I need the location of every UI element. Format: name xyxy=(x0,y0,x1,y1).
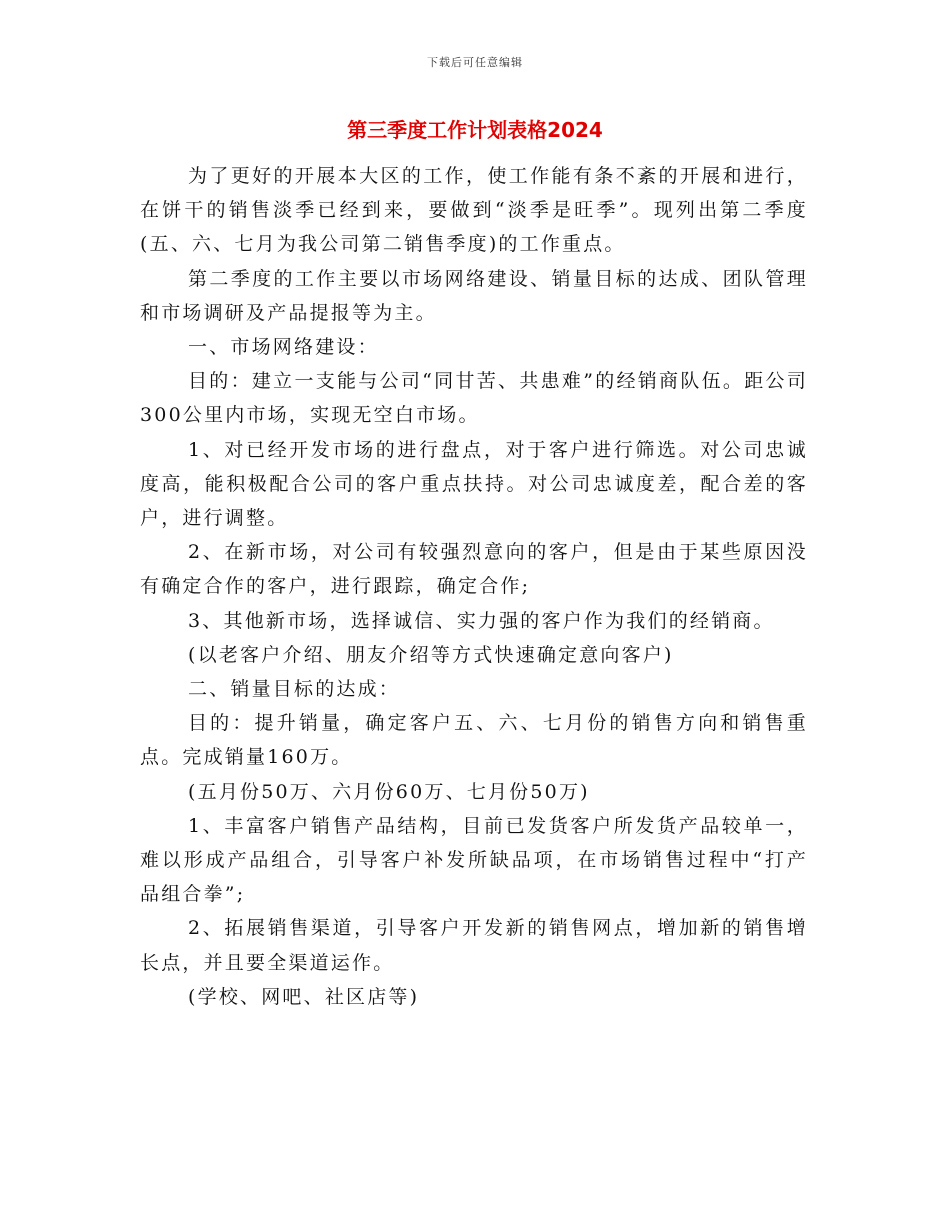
paragraph: 目的：建立一支能与公司“同甘苦、共患难”的经销商队伍。距公司300公里内市场，实现无空白市场。 xyxy=(140,370,808,427)
paragraph: 1、对已经开发市场的进行盘点，对于客户进行筛选。对公司忠诚度高，能积极配合公司的客户重点扶持。对公司忠诚度差，配合差的客户，进行调整。 xyxy=(140,438,808,530)
section-heading: 一、市场网络建设： xyxy=(188,336,379,359)
paragraph: 3、其他新市场，选择诚信、实力强的客户作为我们的经销商。 xyxy=(188,609,775,632)
paragraph: 为了更好的开展本大区的工作，使工作能有条不紊的开展和进行，在饼干的销售淡季已经到来，要做到“淡季是旺季”。现列出第二季度(五、六、七月为我公司第二销售季度)的工作重点。 xyxy=(140,165,808,256)
document-title: 第三季度工作计划表格2024 xyxy=(347,118,603,142)
paragraph: (五月份50万、六月份60万、七月份50万) xyxy=(188,780,590,803)
document-body xyxy=(140,159,808,1014)
paragraph: (以老客户介绍、朋友介绍等方式快速确定意向客户) xyxy=(188,643,674,666)
paragraph: 2、在新市场，对公司有较强烈意向的客户，但是由于某些原因没有确定合作的客户，进行跟踪，确定合作; xyxy=(140,541,808,598)
section-heading: 二、销量目标的达成： xyxy=(188,678,401,701)
paragraph: (学校、网吧、社区店等) xyxy=(188,985,420,1008)
header-note: 下载后可任意编辑 xyxy=(427,56,523,69)
paragraph: 2、拓展销售渠道，引导客户开发新的销售网点，增加新的销售增长点，并且要全渠道运作。 xyxy=(140,917,808,974)
paragraph: 1、丰富客户销售产品结构，目前已发货客户所发货产品较单一，难以形成产品组合，引导客户补发所缺品项，在市场销售过程中“打产品组合拳”; xyxy=(140,814,808,906)
paragraph: 第二季度的工作主要以市场网络建设、销量目标的达成、团队管理和市场调研及产品提报等为主。 xyxy=(140,267,808,324)
paragraph: 目的：提升销量，确定客户五、六、七月份的销售方向和销售重点。完成销量160万。 xyxy=(140,712,808,769)
